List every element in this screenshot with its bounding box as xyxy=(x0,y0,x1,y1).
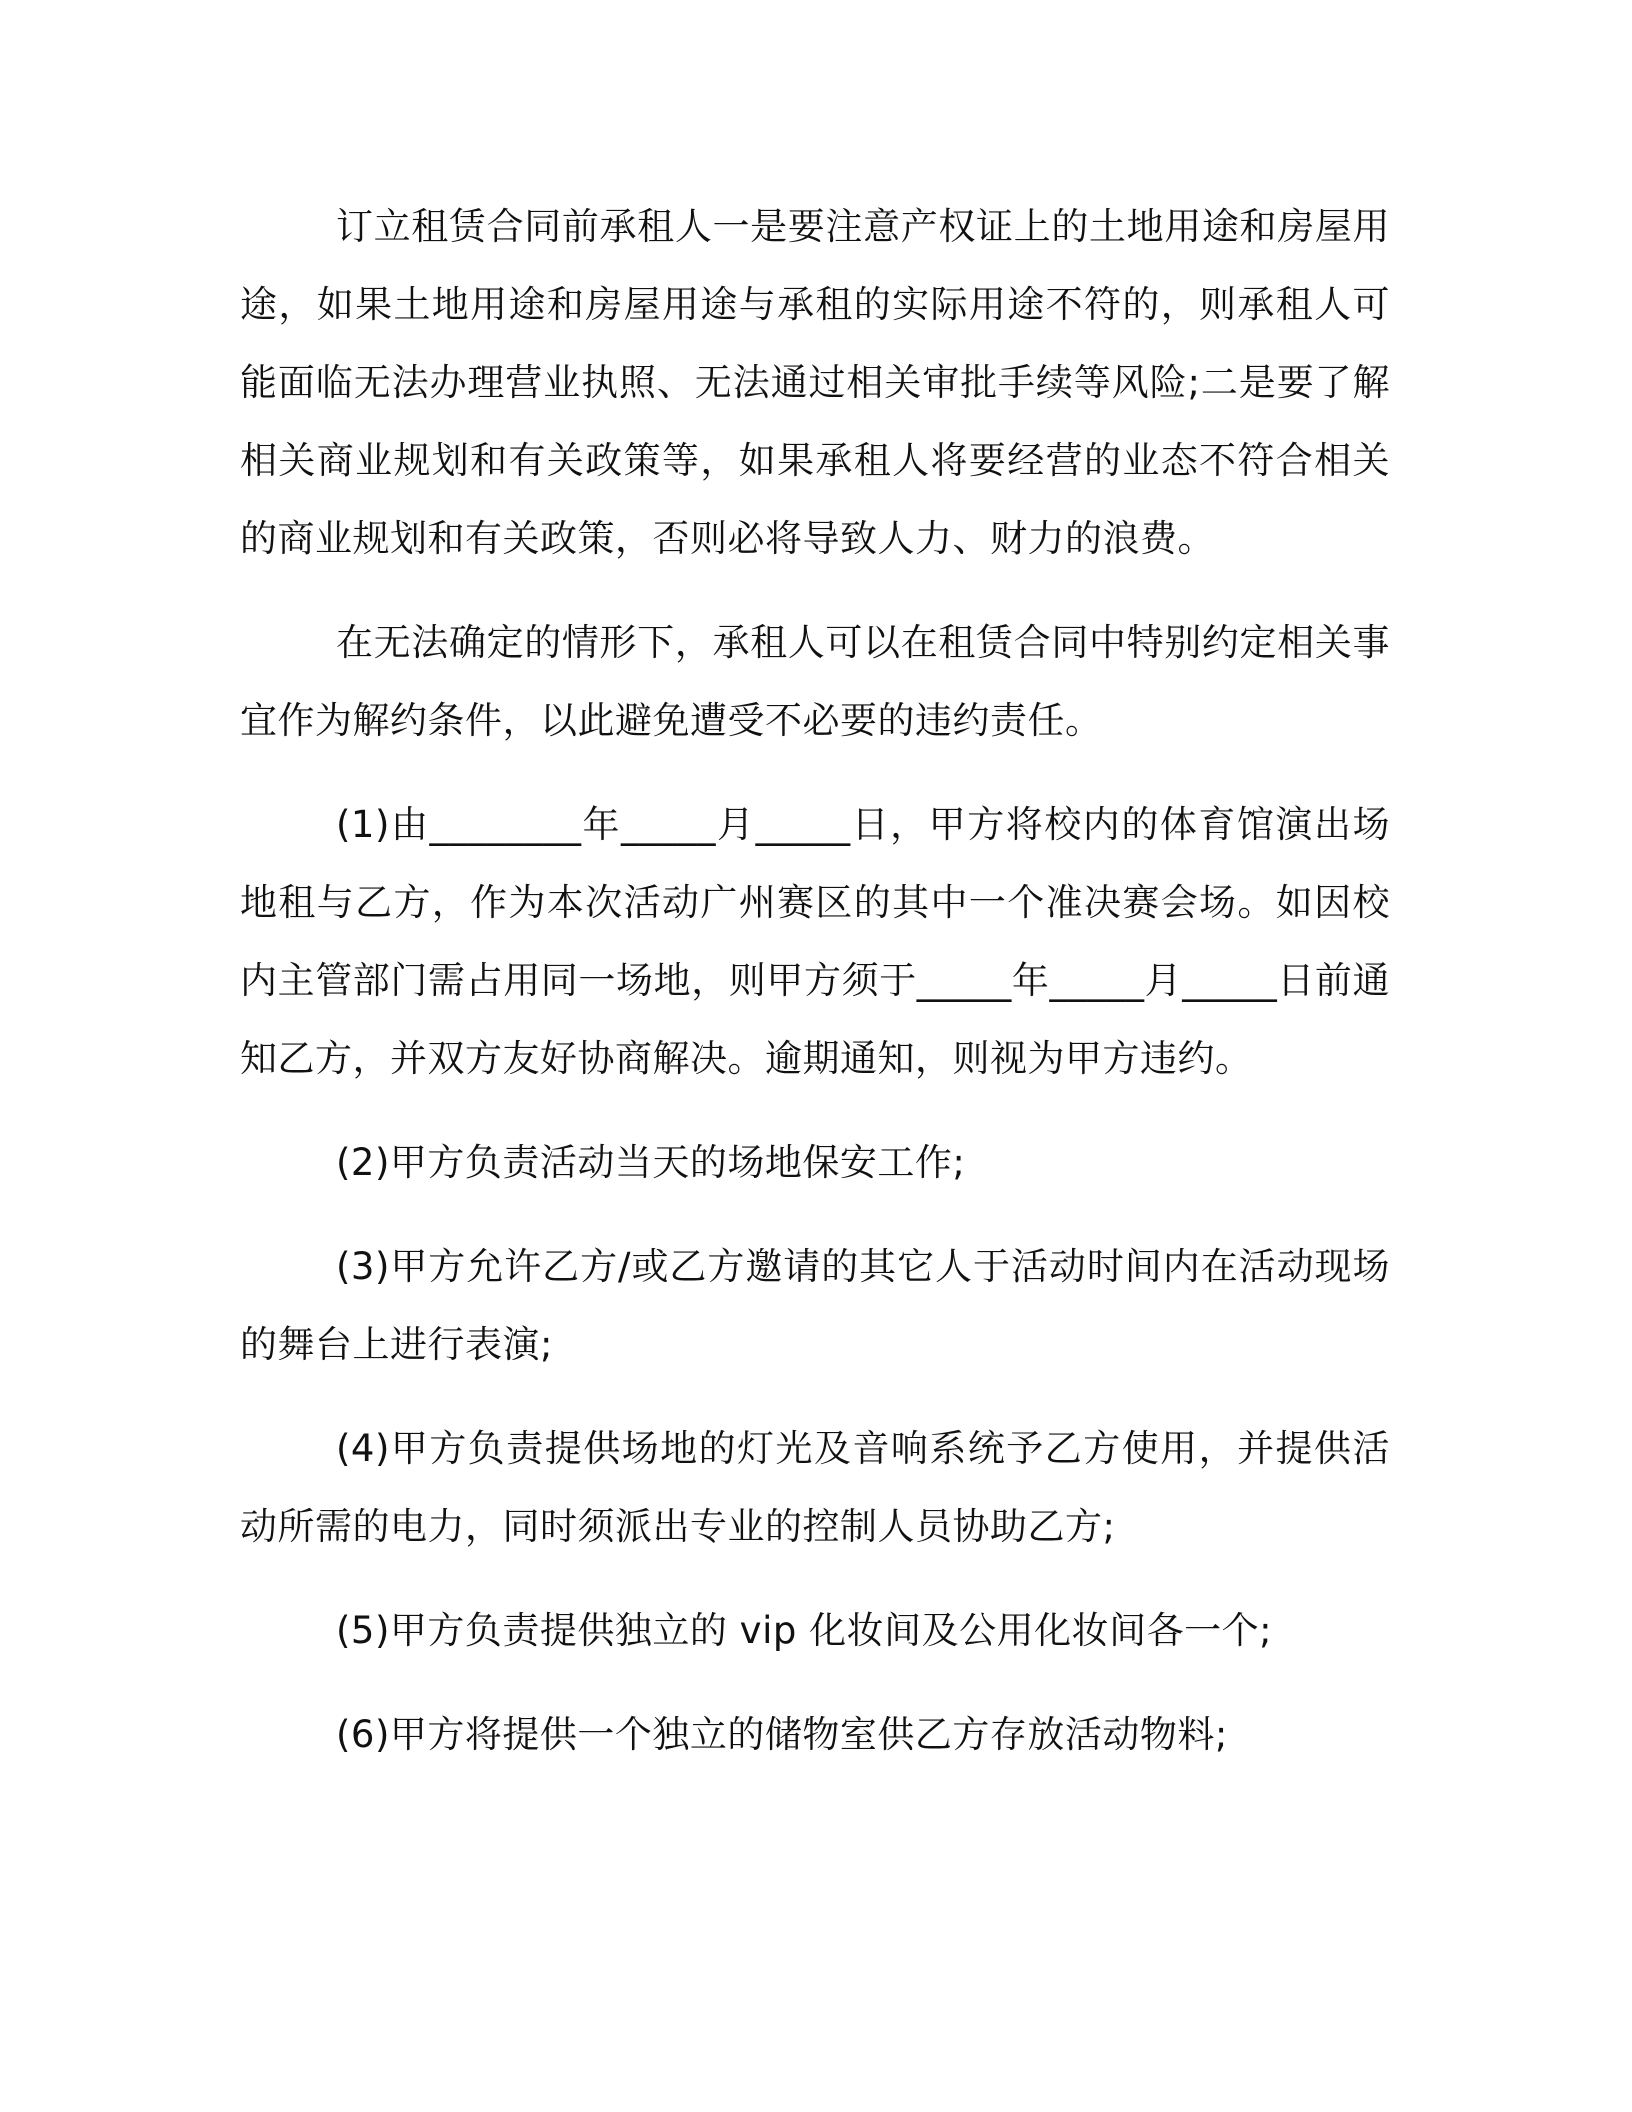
document-body xyxy=(240,188,1390,1774)
paragraph-lease-precautions: 订立租赁合同前承租人一是要注意产权证上的土地用途和房屋用途，如果土地用途和房屋用途与承租的实际用途不符的，则承租人可能面临无法办理营业执照、无法通过相关审批手续等风险;二是要了解相关商业规划和有关政策等，如果承租人将要经营的业态不符合相关的商业规划和有关政策，否则必将导致人力、财力的浪费。 xyxy=(240,205,1390,560)
clause-1-venue-lease: (1)由________年_____月_____日，甲方将校内的体育馆演出场地租与乙方，作为本次活动广州赛区的其中一个准决赛会场。如因校内主管部门需占用同一场地，则甲方须于_____年_____月_____日前通知乙方，并双方友好协商解决。逾期通知，则视为甲方违约。 xyxy=(240,803,1390,1080)
clause-4-lighting-sound: (4)甲方负责提供场地的灯光及音响系统予乙方使用，并提供活动所需的电力，同时须派出专业的控制人员协助乙方; xyxy=(240,1427,1390,1548)
paragraph-termination-condition: 在无法确定的情形下，承租人可以在租赁合同中特别约定相关事宜作为解约条件，以此避免遭受不必要的违约责任。 xyxy=(240,621,1390,742)
clause-2-security: (2)甲方负责活动当天的场地保安工作; xyxy=(336,1141,966,1184)
clause-3-stage-performance: (3)甲方允许乙方/或乙方邀请的其它人于活动时间内在活动现场的舞台上进行表演; xyxy=(240,1245,1390,1366)
clause-6-storage-room: (6)甲方将提供一个独立的储物室供乙方存放活动物料; xyxy=(336,1713,1228,1756)
clause-5-dressing-rooms: (5)甲方负责提供独立的 vip 化妆间及公用化妆间各一个; xyxy=(336,1609,1273,1652)
